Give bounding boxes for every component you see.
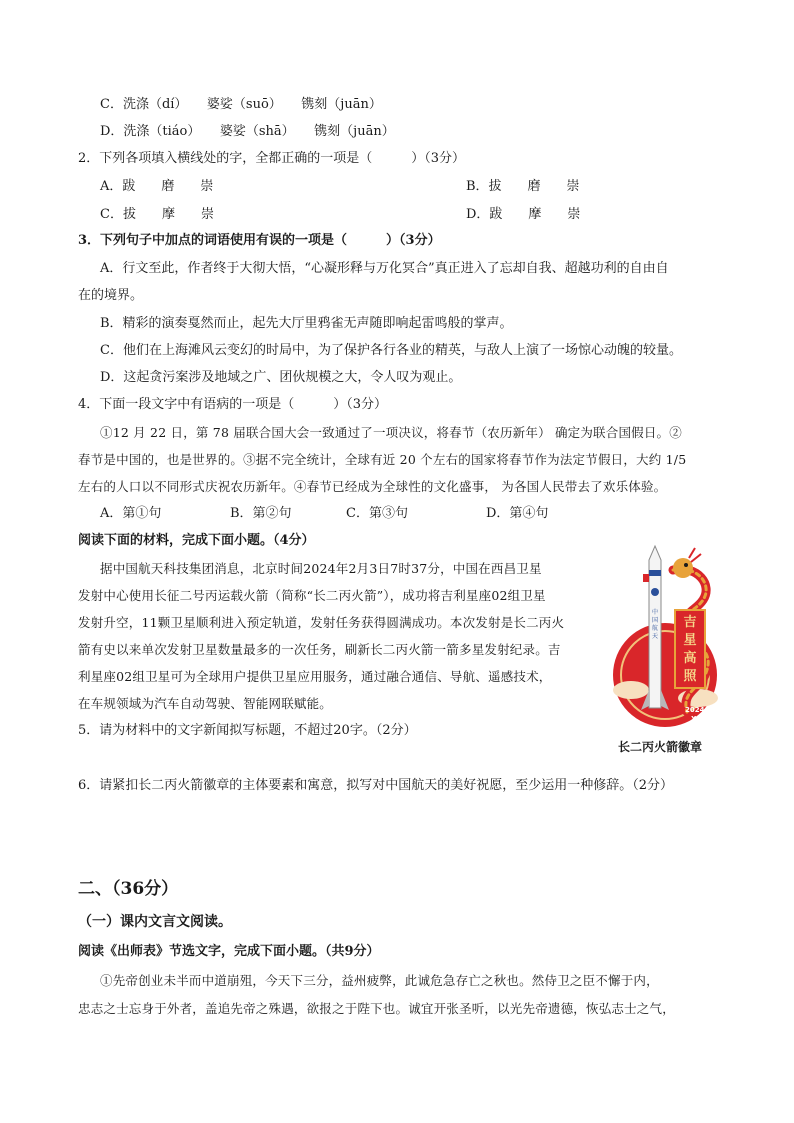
badge-date: 2024.02 (685, 706, 717, 714)
q2-option-a: A．跋 磨 崇 (100, 179, 214, 194)
q2-option-d: D．跋 摩 崇 (466, 207, 581, 222)
dragon-eye (684, 563, 688, 567)
q6-stem: 6．请紧扣长二丙火箭徽章的主体要素和寓意，拟写对中国航天的美好祝愿，至少运用一种修辞。（2分） (78, 778, 674, 793)
q4-option-d: D．第④句 (486, 506, 549, 521)
q4-option-b: B．第②句 (230, 506, 292, 521)
reading-line-4: 箭有史以来单次发射卫星数量最多的一次任务，刷新长二丙火箭一箭多星发射纪录。吉 (78, 642, 561, 657)
reading-line-1: 据中国航天科技集团消息，北京时间2024年2月3日7时37分，中国在西昌卫星 (100, 561, 542, 576)
reading-line-3: 发射升空，11颗卫星顺利进入预定轨道，发射任务获得圆满成功。本次发射是长二丙火 (78, 615, 565, 630)
dragon-head (673, 558, 693, 578)
part2-title: 二、（36分） (78, 879, 179, 899)
q3-option-c: C．他们在上海滩风云变幻的时局中，为了保护各行各业的精英，与敌人上演了一场惊心动魄的较量。 (100, 343, 682, 358)
q5-stem: 5．请为材料中的文字新闻拟写标题，不超过20字。（2分） (78, 723, 417, 738)
banner-char-2: 星 (683, 633, 697, 648)
banner-char-3: 高 (683, 651, 697, 666)
cloud-left (613, 681, 649, 699)
rocket-text-1: 中 (651, 609, 659, 616)
rocket-emblem (651, 588, 659, 596)
q2-option-c: C．拔 摩 崇 (100, 207, 214, 222)
classical-text-line2: 忠志之士忘身于外者，盖追先帝之殊遇，欲报之于陛下也。诚宜开张圣听，以光先帝遗德，恢弘志士之气， (78, 1001, 675, 1016)
rocket-badge (603, 540, 743, 735)
badge-caption: 长二丙火箭徽章 (618, 740, 703, 754)
q3-option-b: B．精彩的演奏戛然而止，起先大厅里鸦雀无声随即响起雷鸣般的掌声。 (100, 316, 513, 331)
dragon-horns (689, 548, 701, 562)
q3-stem: 3．下列句子中加点的词语使用有误的一项是（ ）（3分） (78, 233, 441, 248)
rocket-badge-illustration (603, 540, 743, 735)
reading-line-5: 利星座02组卫星可为全球用户提供卫星应用服务，通过融合通信、导航、遥感技术， (78, 669, 552, 684)
part2-subtitle: （一）课内文言文阅读。 (78, 914, 232, 930)
q1-option-d: D．洗涤（tiáo） 婆娑（shā） 镌刻（juān） (100, 124, 395, 139)
rocket-text-4: 天 (651, 633, 659, 640)
banner-char-4: 照 (683, 669, 697, 684)
q4-passage-line1: ①12 月 22 日，第 78 届联合国大会一致通过了一项决议，将春节（农历新年） 确定为联合国假日。② (100, 425, 682, 440)
reading-line-6: 在车规领域为汽车自动驾驶、智能网联赋能。 (78, 696, 333, 711)
q1-option-c: C．洗涤（dí） 婆娑（suō） 镌刻（juān） (100, 97, 382, 112)
badge-code: XSLC (690, 715, 712, 723)
reading-heading: 阅读下面的材料，完成下面小题。（4分） (78, 533, 315, 548)
q4-passage-line3: 左右的人口以不同形式庆祝农历新年。④春节已经成为全球性的文化盛事， 为各国人民带去了欢乐体验。 (78, 479, 667, 494)
q4-stem: 4．下面一段文字中有语病的一项是（ ）（3分） (78, 397, 388, 412)
q3-option-d: D．这起贪污案涉及地域之广、团伙规模之大，令人叹为观止。 (100, 370, 462, 385)
rocket-text-2: 国 (651, 617, 659, 624)
q2-option-b: B．拔 磨 崇 (466, 179, 580, 194)
rocket-flag (643, 574, 649, 582)
rocket-text-3: 航 (651, 625, 659, 632)
banner-char-1: 吉 (683, 615, 697, 630)
q3-option-a-line1: A．行文至此，作者终于大彻大悟，“心凝形释与万化冥合”真正进入了忘却自我、超越功利的自由自 (100, 261, 669, 276)
q4-option-c: C．第③句 (346, 506, 408, 521)
q4-passage-line2: 春节是中国的，也是世界的。③据不完全统计，全球有近 20 个左右的国家将春节作为法定节假日，大约 1/5 (78, 452, 687, 467)
q4-option-a: A．第①句 (100, 506, 162, 521)
classical-text-line1: ①先帝创业未半而中道崩殂，今天下三分，益州疲弊，此诚危急存亡之秋也。然侍卫之臣不懈于内， (100, 973, 659, 988)
reading-line-2: 发射中心使用长征二号丙运载火箭（简称“长二丙火箭”），成功将吉利星座02组卫星 (78, 588, 546, 603)
q3-option-a-line2: 在的境界。 (78, 288, 144, 303)
part2-lead: 阅读《出师表》节选文字，完成下面小题。（共9分） (78, 944, 380, 959)
rocket-stripe (649, 570, 661, 576)
q2-stem: 2．下列各项填入横线处的字，全都正确的一项是（ ）（3分） (78, 151, 466, 166)
